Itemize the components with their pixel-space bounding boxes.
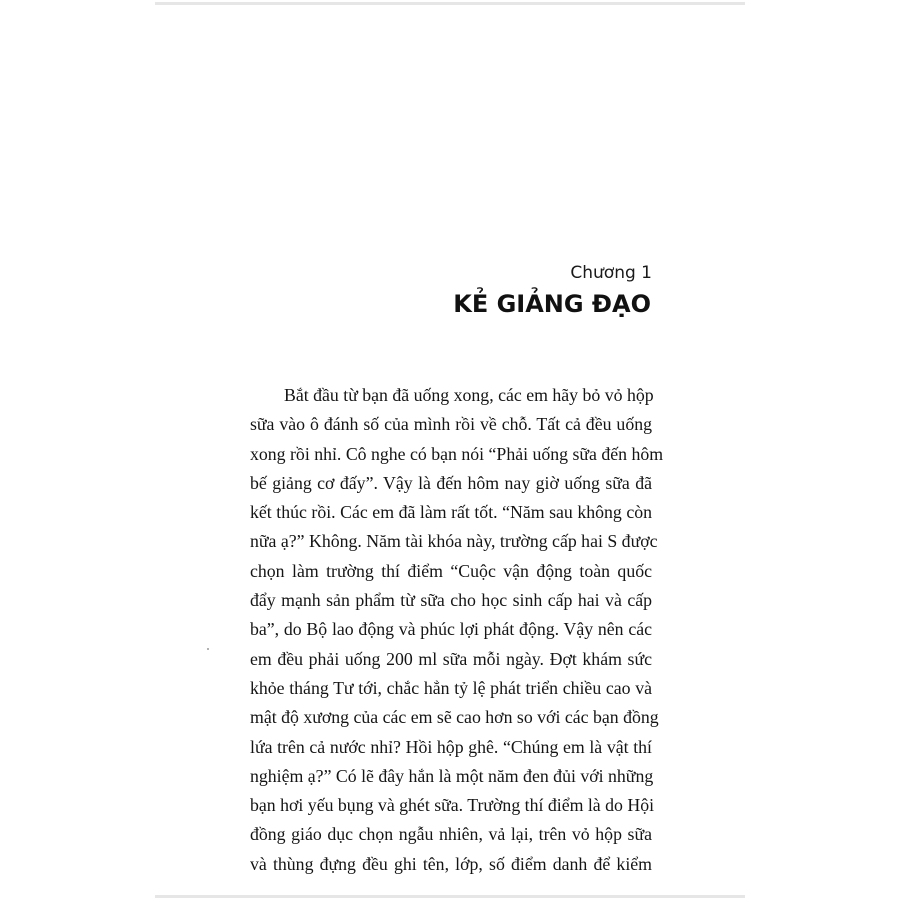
scan-speck: [207, 648, 209, 650]
chapter-number: Chương 1: [570, 263, 652, 283]
text-line: chọn làm trường thí điểm “Cuộc vận động toàn quốc: [250, 560, 652, 581]
text-line: và thùng đựng đều ghi tên, lớp, số điểm danh để kiểm: [250, 853, 652, 874]
text-line: sữa vào ô đánh số của mình rồi về chỗ. Tất cả đều uống: [250, 414, 652, 435]
text-line: đồng giáo dục chọn ngẫu nhiên, vả lại, trên vỏ hộp sữa: [250, 824, 652, 845]
text-line: nữa ạ?” Không. Năm tài khóa này, trường cấp hai S được: [250, 531, 658, 552]
text-line: xong rồi nhỉ. Cô nghe có bạn nói “Phải uống sữa đến hôm: [250, 443, 664, 464]
text-line: nghiệm ạ?” Có lẽ đây hắn là một năm đen đủi với những: [250, 765, 654, 786]
page-bottom-edge: [155, 895, 745, 898]
text-line: Bắt đầu từ bạn đã uống xong, các em hãy bỏ vỏ hộp: [284, 385, 654, 405]
text-line: em đều phải uống 200 ml sữa mỗi ngày. Đợt khám sức: [250, 648, 652, 669]
chapter-title: KẺ GIẢNG ĐẠO: [453, 290, 651, 318]
text-line: bế giảng cơ đấy”. Vậy là đến hôm nay giờ uống sữa đã: [250, 472, 652, 493]
text-line: ba”, do Bộ lao động và phúc lợi phát động. Vậy nên các: [250, 619, 652, 640]
text-line: khỏe tháng Tư tới, chắc hẳn tỷ lệ phát triển chiều cao và: [250, 677, 652, 698]
text-line: lứa trên cả nước nhỉ? Hồi hộp ghê. “Chúng em là vật thí: [250, 736, 652, 757]
text-line: kết thúc rồi. Các em đã làm rất tốt. “Năm sau không còn: [250, 502, 652, 523]
text-line: đẩy mạnh sản phẩm từ sữa cho học sinh cấp hai và cấp: [250, 590, 652, 611]
text-line: bạn hơi yếu bụng và ghét sữa. Trường thí điểm là do Hội: [250, 795, 655, 816]
body-paragraph: [250, 381, 664, 879]
text-line: mật độ xương của các em sẽ cao hơn so với các bạn đồng: [250, 707, 659, 728]
page-top-edge: [155, 2, 745, 5]
